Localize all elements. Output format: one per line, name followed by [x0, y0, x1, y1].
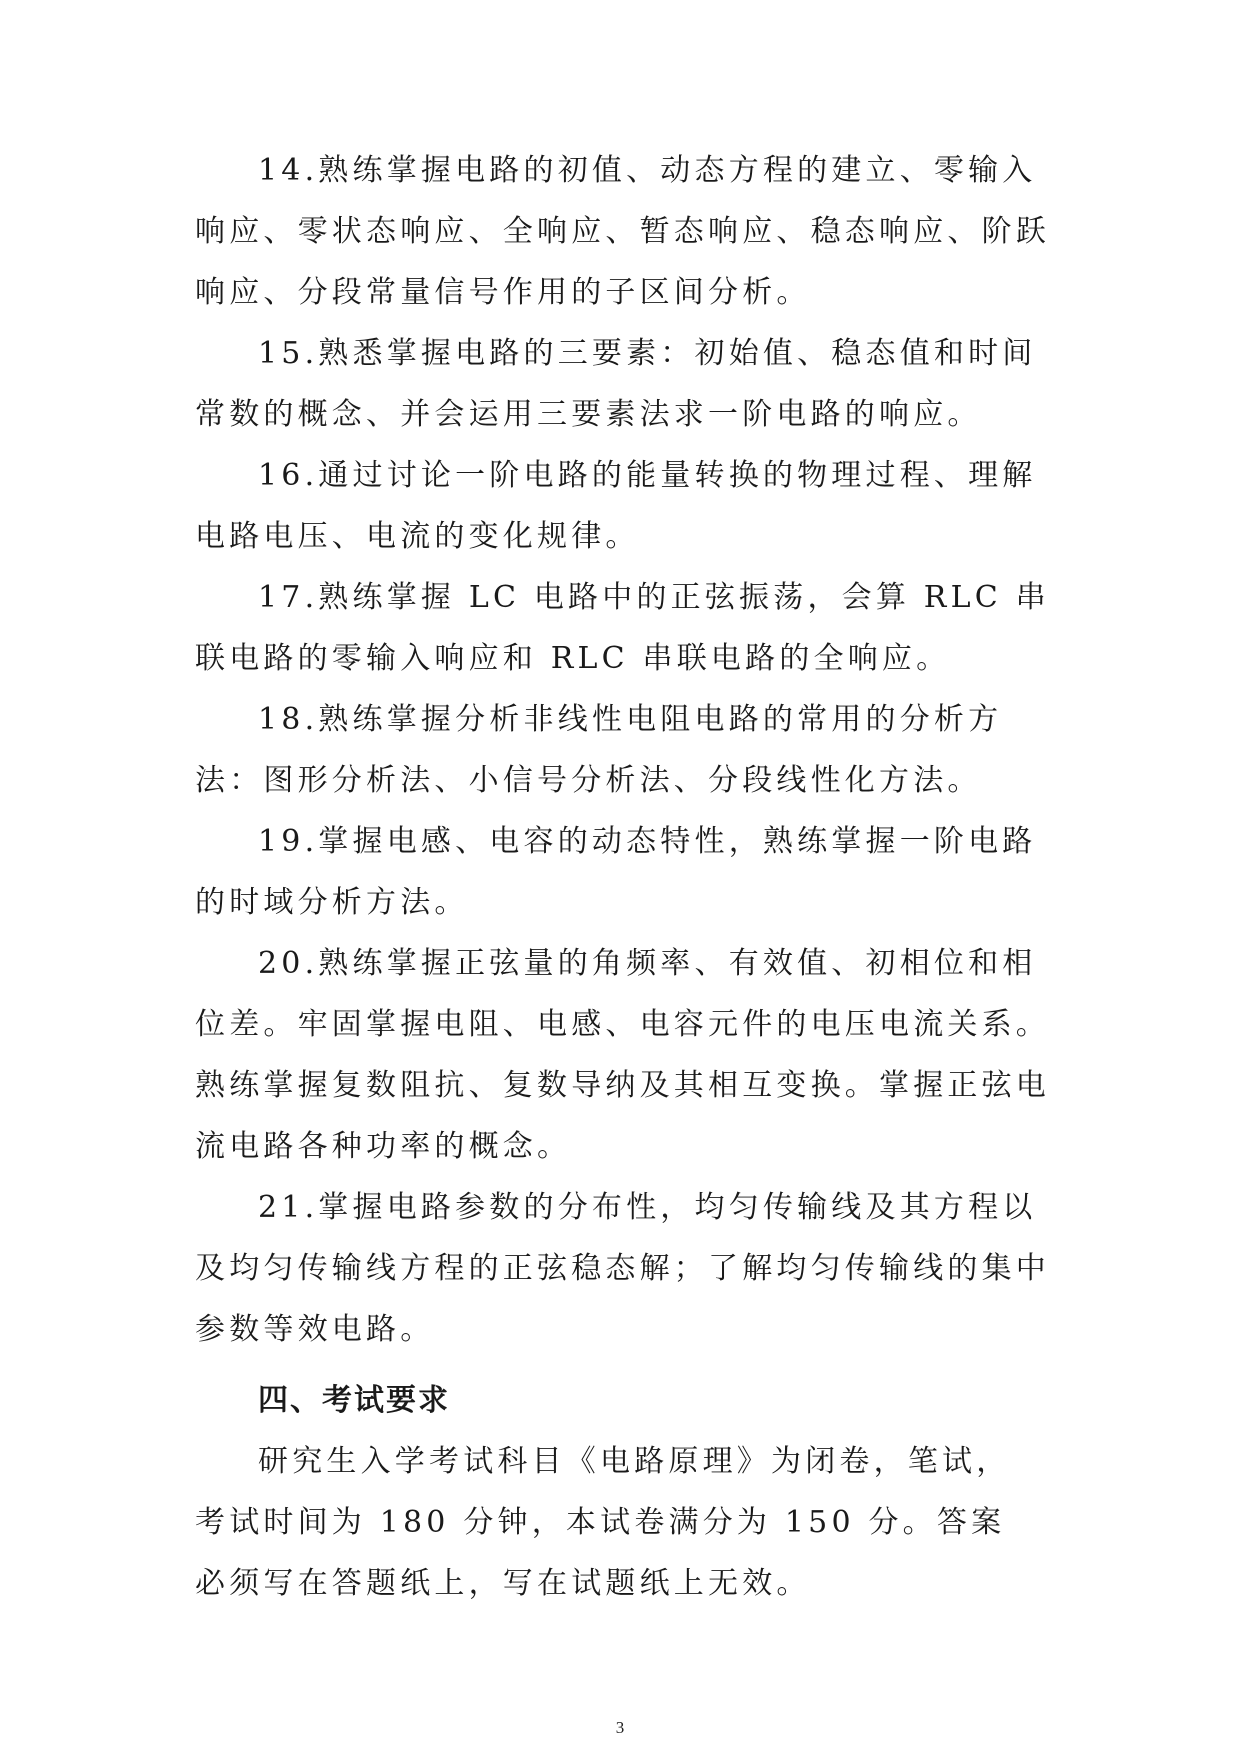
list-item-14: 14.熟练掌握电路的初值、动态方程的建立、零输入响应、零状态响应、全响应、暂态响应、稳态响应、阶跃响应、分段常量信号作用的子区间分析。: [195, 153, 1050, 310]
list-item-18: 18.熟练掌握分析非线性电阻电路的常用的分析方法：图形分析法、小信号分析法、分段线性化方法。: [195, 702, 1003, 798]
list-item-20: 20.熟练掌握正弦量的角频率、有效值、初相位和相位差。牢固掌握电阻、电感、电容元件的电压电流关系。熟练掌握复数阻抗、复数导纳及其相互变换。掌握正弦电流电路各种功率的概念。: [195, 946, 1050, 1164]
list-item-16: 16.通过讨论一阶电路的能量转换的物理过程、理解电路电压、电流的变化规律。: [195, 458, 1037, 554]
list-item-17: 17.熟练掌握 LC 电路中的正弦振荡，会算 RLC 串联电路的零输入响应和 RLC 串联电路的全响应。: [195, 580, 1050, 676]
list-item-19: 19.掌握电感、电容的动态特性，熟练掌握一阶电路的时域分析方法。: [195, 824, 1037, 920]
page-number: 3: [615, 1718, 625, 1737]
list-item-21: 21.掌握电路参数的分布性，均匀传输线及其方程以及均匀传输线方程的正弦稳态解；了解均匀传输线的集中参数等效电路。: [195, 1190, 1050, 1347]
document-body: [195, 140, 1055, 1614]
list-item-15: 15.熟悉掌握电路的三要素：初始值、稳态值和时间常数的概念、并会运用三要素法求一阶电路的响应。: [195, 336, 1037, 432]
exam-requirements-paragraph: 研究生入学考试科目《电路原理》为闭卷，笔试，考试时间为 180 分钟，本试卷满分为 150 分。答案必须写在答题纸上，写在试题纸上无效。: [195, 1444, 1011, 1601]
section-heading-exam-requirements: 四、考试要求: [258, 1383, 450, 1418]
